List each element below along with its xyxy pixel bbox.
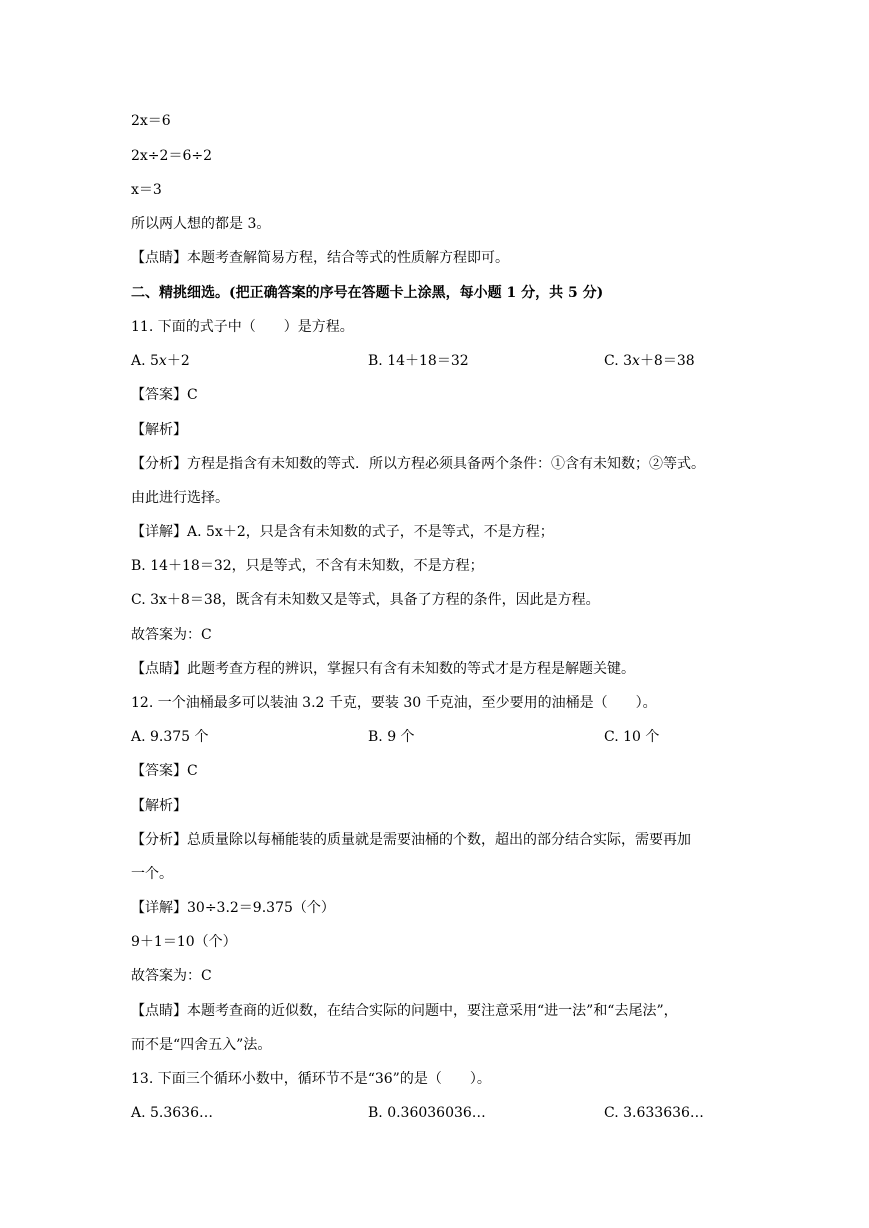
q12-analysis-text: 【分析】总质量除以每桶能装的质量就是需要油桶的个数，超出的部分结合实际，需要再加 — [131, 832, 691, 848]
equation-line: x＝3 — [131, 182, 162, 198]
question-13-stem: 13. 下面三个循环小数中，循环节不是“36”的是（ ）。 — [131, 1071, 491, 1087]
equation-line: 2x÷2＝6÷2 — [131, 148, 212, 164]
q12-answer: 【答案】C — [131, 763, 198, 779]
q12-option-a: A. 9.375 个 — [131, 729, 209, 745]
q11-analysis-text: 【分析】方程是指含有未知数的等式．所以方程必须具备两个条件：①含有未知数；②等式。 — [131, 456, 705, 472]
q12-analysis-text: 一个。 — [131, 866, 173, 882]
q12-comment: 而不是“四舍五入”法。 — [131, 1037, 272, 1053]
conclusion-text: 所以两人想的都是 3。 — [131, 216, 271, 232]
q13-option-c: C. 3.633636… — [604, 1105, 704, 1121]
question-12-stem: 12. 一个油桶最多可以装油 3.2 千克，要装 30 千克油，至少要用的油桶是（ ）。 — [131, 695, 657, 711]
q12-option-b: B. 9 个 — [368, 729, 415, 745]
q11-option-c: C. 3x＋8＝38 — [604, 353, 695, 369]
q12-detail-text: 【详解】30÷3.2＝9.375（个） — [131, 900, 335, 916]
q12-detail-text: 9＋1＝10（个） — [131, 934, 237, 950]
q11-detail-text: B. 14＋18＝32，只是等式，不含有未知数，不是方程； — [131, 558, 484, 574]
q11-detail-text: C. 3x＋8＝38，既含有未知数又是等式，具备了方程的条件，因此是方程。 — [131, 592, 600, 608]
q11-comment: 【点睛】此题考查方程的辨识，掌握只有含有未知数的等式才是方程是解题关键。 — [131, 661, 635, 677]
q11-detail-text: 【详解】A. 5x＋2，只是含有未知数的式子，不是等式，不是方程； — [131, 524, 554, 540]
q11-final-answer: 故答案为：C — [131, 627, 212, 643]
q11-option-a: A. 5x＋2 — [131, 353, 190, 369]
q12-comment: 【点睛】本题考查商的近似数，在结合实际的问题中，要注意采用“进一法”和“去尾法”， — [131, 1003, 678, 1019]
q12-option-c: C. 10 个 — [604, 729, 660, 745]
q12-analysis-label: 【解析】 — [131, 798, 187, 814]
q11-answer: 【答案】C — [131, 387, 198, 403]
q12-final-answer: 故答案为：C — [131, 968, 212, 984]
question-11-stem: 11. 下面的式子中（ ）是方程。 — [131, 319, 354, 335]
q11-option-b: B. 14＋18＝32 — [368, 353, 469, 369]
equation-line: 2x＝6 — [131, 113, 171, 129]
section-heading: 二、精挑细选。(把正确答案的序号在答题卡上涂黑，每小题 1 分，共 5 分) — [131, 285, 604, 301]
q13-option-a: A. 5.3636… — [131, 1105, 213, 1121]
comment-text: 【点睛】本题考查解简易方程，结合等式的性质解方程即可。 — [131, 250, 509, 266]
q11-analysis-label: 【解析】 — [131, 422, 187, 438]
q13-option-b: B. 0.36036036… — [368, 1105, 486, 1121]
q11-analysis-text: 由此进行选择。 — [131, 490, 229, 506]
